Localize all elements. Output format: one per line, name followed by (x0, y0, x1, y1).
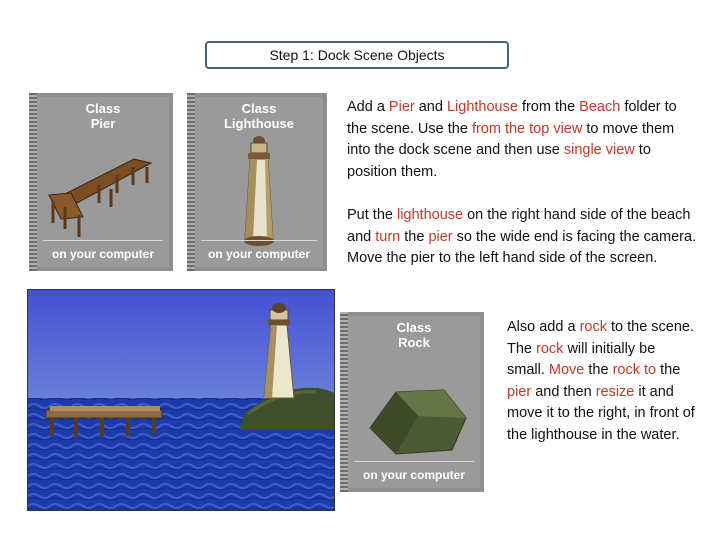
tile-footer: on your computer (362, 468, 465, 482)
tile-name-label: Rock (398, 335, 430, 350)
pier-model-icon (39, 137, 171, 237)
highlight-text: resize (595, 383, 635, 400)
class-pier-tile[interactable] (29, 93, 173, 271)
highlight-text: from the top view (471, 120, 583, 137)
tile-frame (340, 312, 348, 492)
highlight-text: rock to (612, 362, 657, 378)
tile-name-label: Pier (90, 116, 116, 131)
instruction-paragraph-2: Put the lighthouse on the right hand side of the beach and turn the pier so the wide end is facing the camera. Move the pier to the left hand side of the screen. (347, 207, 697, 266)
tile-name-label: Lighthouse (223, 116, 295, 131)
highlight-text: pier (507, 383, 532, 400)
rock-model-icon (348, 358, 480, 458)
tile-footer: on your computer (51, 247, 154, 261)
scene-render (28, 290, 335, 511)
step-title: Step 1: Dock Scene Objects (205, 41, 509, 69)
class-rock-tile[interactable] (340, 312, 484, 492)
highlight-text: rock (536, 340, 564, 357)
tile-frame (29, 93, 37, 271)
tile-class-label: Class (396, 320, 432, 335)
class-lighthouse-tile[interactable] (187, 93, 327, 271)
highlight-text: Move (548, 362, 585, 378)
tile-frame (187, 93, 195, 271)
highlight-text: Pier (388, 99, 415, 115)
tile-class-label: Class (85, 101, 121, 116)
dock-scene-preview (27, 289, 335, 511)
highlight-text: Lighthouse (446, 99, 518, 115)
tile-class-label: Class (241, 101, 277, 116)
highlight-text: single view (563, 142, 635, 158)
tile-footer: on your computer (207, 247, 310, 261)
highlight-text: lighthouse (396, 207, 464, 223)
instruction-paragraph-1: Add a Pier and Lighthouse from the Beach folder to the scene. Use the from the top view to move them into the dock scene and then use single view to position them. (347, 99, 677, 180)
highlight-text: rock (579, 319, 607, 335)
highlight-text: turn (375, 228, 401, 245)
highlight-text: Beach (579, 99, 621, 115)
instruction-paragraph-3: Also add a rock to the scene. The rock will initially be small. Move the rock to the pier and then resize it and move it to the right, in front of the lighthouse in the water. (507, 319, 695, 443)
highlight-text: pier (428, 228, 453, 245)
